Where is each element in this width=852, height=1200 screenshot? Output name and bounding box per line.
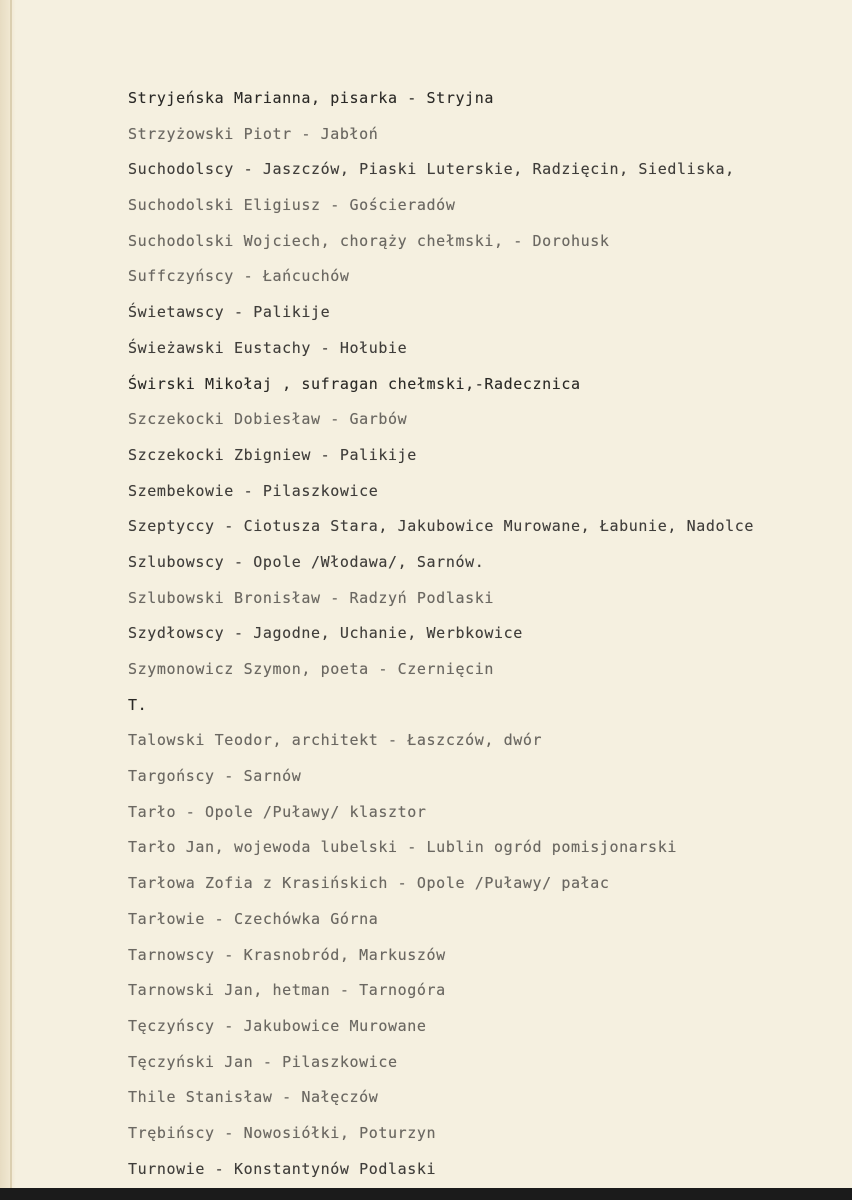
page-binding-line bbox=[10, 0, 12, 1188]
entry-line: Suchodolski Eligiusz - Gościeradów bbox=[128, 196, 456, 215]
entry-line: Tarnowski Jan, hetman - Tarnogóra bbox=[128, 981, 446, 1000]
page-bottom-edge bbox=[0, 1188, 852, 1200]
entry-line: Stryjeńska Marianna, pisarka - Stryjna bbox=[128, 89, 494, 107]
entry-line: Szlubowski Bronisław - Radzyń Podlaski bbox=[128, 588, 494, 607]
entry-line: Tarnowscy - Krasnobród, Markuszów bbox=[128, 945, 446, 964]
entry-line: Szlubowscy - Opole /Włodawa/, Sarnów. bbox=[128, 552, 485, 571]
entry-line: Thile Stanisław - Nałęczów bbox=[128, 1088, 379, 1107]
entry-line: Świeżawski Eustachy - Hołubie bbox=[128, 338, 408, 357]
page-left-edge bbox=[0, 0, 16, 1188]
entry-line: Tarło Jan, wojewoda lubelski - Lublin ogród pomisjonarski bbox=[128, 838, 677, 857]
entry-line: Talowski Teodor, architekt - Łaszczów, dwór bbox=[128, 731, 543, 750]
entry-line: Szymonowicz Szymon, poeta - Czernięcin bbox=[128, 660, 494, 678]
entry-line: Tarło - Opole /Puławy/ klasztor bbox=[128, 802, 427, 821]
entry-line: Trębińscy - Nowosiółki, Poturzyn bbox=[128, 1123, 437, 1142]
entry-line: Szembekowie - Pilaszkowice bbox=[128, 481, 379, 500]
entry-line: Szczekocki Zbigniew - Palikije bbox=[128, 445, 417, 464]
section-letter: T. bbox=[128, 695, 148, 714]
entry-line: Turnowie - Konstantynów Podlaski bbox=[128, 1159, 437, 1178]
entry-line: Suffczyńscy - Łańcuchów bbox=[128, 267, 350, 286]
entry-line: Strzyżowski Piotr - Jabłoń bbox=[128, 124, 379, 143]
entry-line: Szeptyccy - Ciotusza Stara, Jakubowice Murowane, Łabunie, Nadolce bbox=[128, 517, 754, 536]
entry-line: Suchodolscy - Jaszczów, Piaski Luterskie, Radzięcin, Siedliska, bbox=[128, 160, 735, 179]
entry-line: Suchodolski Wojciech, chorąży chełmski, - Dorohusk bbox=[128, 231, 610, 250]
entry-line: Tęczyński Jan - Pilaszkowice bbox=[128, 1052, 398, 1071]
entry-line: Świrski Mikołaj , sufragan chełmski,-Radecznica bbox=[128, 374, 581, 393]
entry-line: Szydłowscy - Jagodne, Uchanie, Werbkowice bbox=[128, 624, 523, 643]
entry-line: Świetawscy - Palikije bbox=[128, 303, 331, 322]
entry-line: Tarłowa Zofia z Krasińskich - Opole /Puławy/ pałac bbox=[128, 874, 610, 893]
entry-line: Tęczyńscy - Jakubowice Murowane bbox=[128, 1016, 427, 1035]
entry-list bbox=[128, 81, 852, 1187]
entry-line: Tarłowie - Czechówka Górna bbox=[128, 909, 379, 928]
entry-line: Szczekocki Dobiesław - Garbów bbox=[128, 410, 408, 429]
entry-line: Targońscy - Sarnów bbox=[128, 767, 302, 786]
